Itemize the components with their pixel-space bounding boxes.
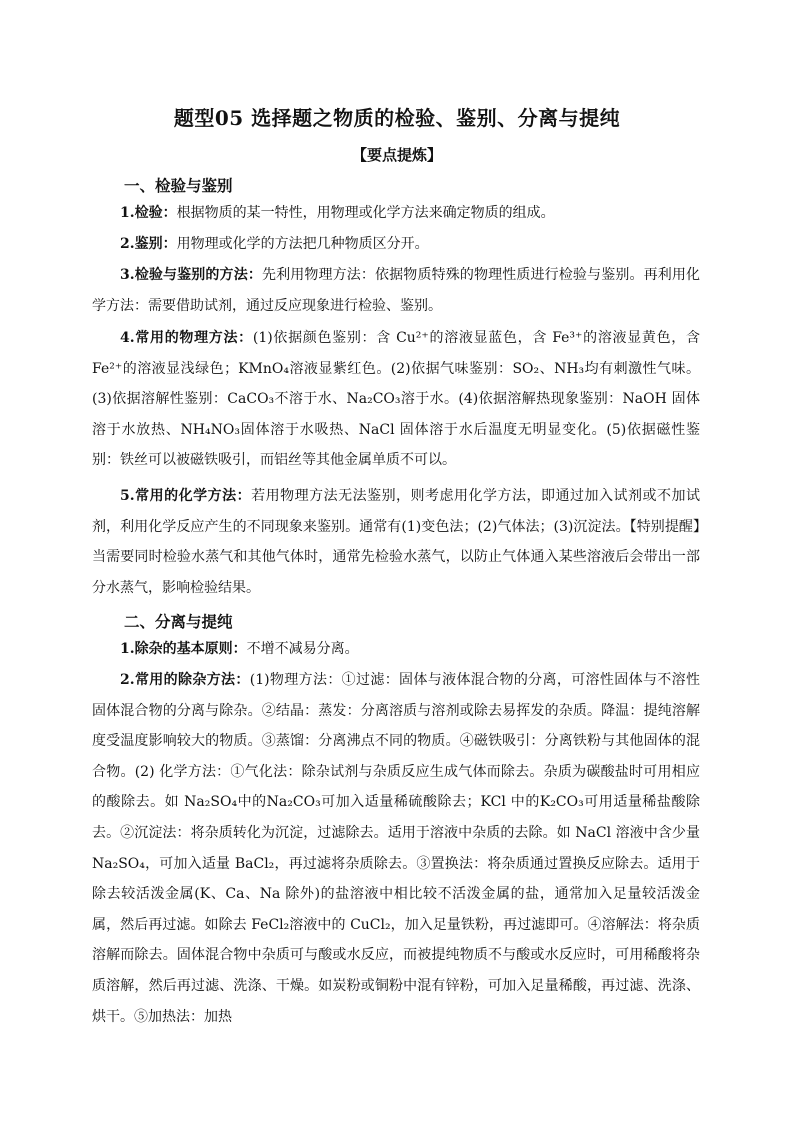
paragraph-label: 3.检验与鉴别的方法：	[120, 267, 262, 283]
paragraph-label: 5.常用的化学方法：	[120, 488, 252, 504]
paragraph-identification-definition	[92, 229, 700, 260]
paragraph-removal-principle	[92, 634, 700, 665]
paragraph-text: 先利用物理方法：依据物质特殊的物理性质进行检验与鉴别。再利用化学方法：需要借助试剂，通过反应现象进行检验、鉴别。	[92, 267, 700, 314]
paragraph-label: 4.常用的物理方法：	[120, 330, 253, 346]
paragraph-label: 2.鉴别：	[120, 236, 177, 252]
paragraph-label: 1.除杂的基本原则：	[120, 641, 247, 657]
section-heading-inspection: 一、检验与鉴别	[124, 176, 233, 195]
paragraph-text: 根据物质的某一特性，用物理或化学方法来确定物质的组成。	[176, 205, 555, 221]
page-title: 题型05 选择题之物质的检验、鉴别、分离与提纯	[173, 106, 621, 130]
paragraph-text: (1)物理方法：①过滤：固体与液体混合物的分离，可溶性固体与不溶性固体混合物的分离与除杂。②结晶：蒸发：分离溶质与溶剂或除去易挥发的杂质。降温：提纯溶解度受温度影响较大的物质。③蒸馏：分离沸点不同的物质。④磁铁吸引：分离铁粉与其他固体的混合物。(2) 化学方法：①气化法：除杂试剂与杂质反应生成气体而除去。杂质为碳酸盐时可用相应的酸除去。如 Na₂SO₄中的Na₂CO₃可加入适量稀硫酸除去；KCl 中的K₂CO₃可用适量稀盐酸除去。②沉淀法：将杂质转化为沉淀，过滤除去。适用于溶液中杂质的去除。如 NaCl 溶液中含少量 Na₂SO₄，可加入适量 BaCl₂，再过滤将杂质除去。③置换法：将杂质通过置换反应除去。适用于除去较活泼金属(K、Ca、Na 除外)的盐溶液中相比较不活泼金属的盐，通常加入足量较活泼金属，然后再过滤。如除去 FeCl₂溶液中的 CuCl₂，加入足量铁粉，再过滤即可。④溶解法：将杂质溶解而除去。固体混合物中杂质可与酸或水反应，而被提纯物质不与酸或水反应时，可用稀酸将杂质溶解，然后再过滤、洗涤、干燥。如炭粉或铜粉中混有锌粉，可加入足量稀酸，再过滤、洗涤、烘干。⑤加热法：加热	[92, 672, 700, 1025]
paragraph-label: 2.常用的除杂方法：	[120, 672, 250, 688]
key-points-heading: 【要点提炼】	[351, 146, 442, 164]
paragraph-text: (1)依据颜色鉴别：含 Cu²⁺的溶液显蓝色，含 Fe³⁺的溶液显黄色，含 Fe²⁺的溶液显浅绿色；KMnO₄溶液显紫红色。(2)依据气味鉴别：SO₂、NH₃均有刺激性气味。(3)依据溶解性鉴别：CaCO₃不溶于水、Na₂CO₃溶于水。(4)依据溶解热现象鉴别：NaOH 固体溶于水放热、NH₄NO₃固体溶于水吸热、NaCl 固体溶于水后温度无明显变化。(5)依据磁性鉴别：铁丝可以被磁铁吸引，而铝丝等其他金属单质不可以。	[92, 330, 700, 469]
paragraph-text: 用物理或化学的方法把几种物质区分开。	[176, 236, 429, 252]
paragraph-text: 若用物理方法无法鉴别，则考虑用化学方法，即通过加入试剂或不加试剂，利用化学反应产生的不同现象来鉴别。通常有(1)变色法；(2)气体法；(3)沉淀法。【特别提醒】当需要同时检验水蒸气和其他气体时，通常先检验水蒸气，以防止气体通入某些溶液后会带出一部分水蒸气，影响检验结果。	[92, 488, 700, 596]
paragraph-physical-methods	[92, 323, 700, 476]
paragraph-inspection-definition	[92, 198, 700, 229]
paragraph-methods	[92, 260, 700, 321]
paragraph-removal-methods	[92, 665, 700, 1032]
paragraph-chemical-methods	[92, 481, 700, 603]
paragraph-label: 1.检验：	[120, 205, 177, 221]
paragraph-text: 不增不减易分离。	[246, 641, 359, 657]
section-heading-separation: 二、分离与提纯	[124, 612, 233, 631]
